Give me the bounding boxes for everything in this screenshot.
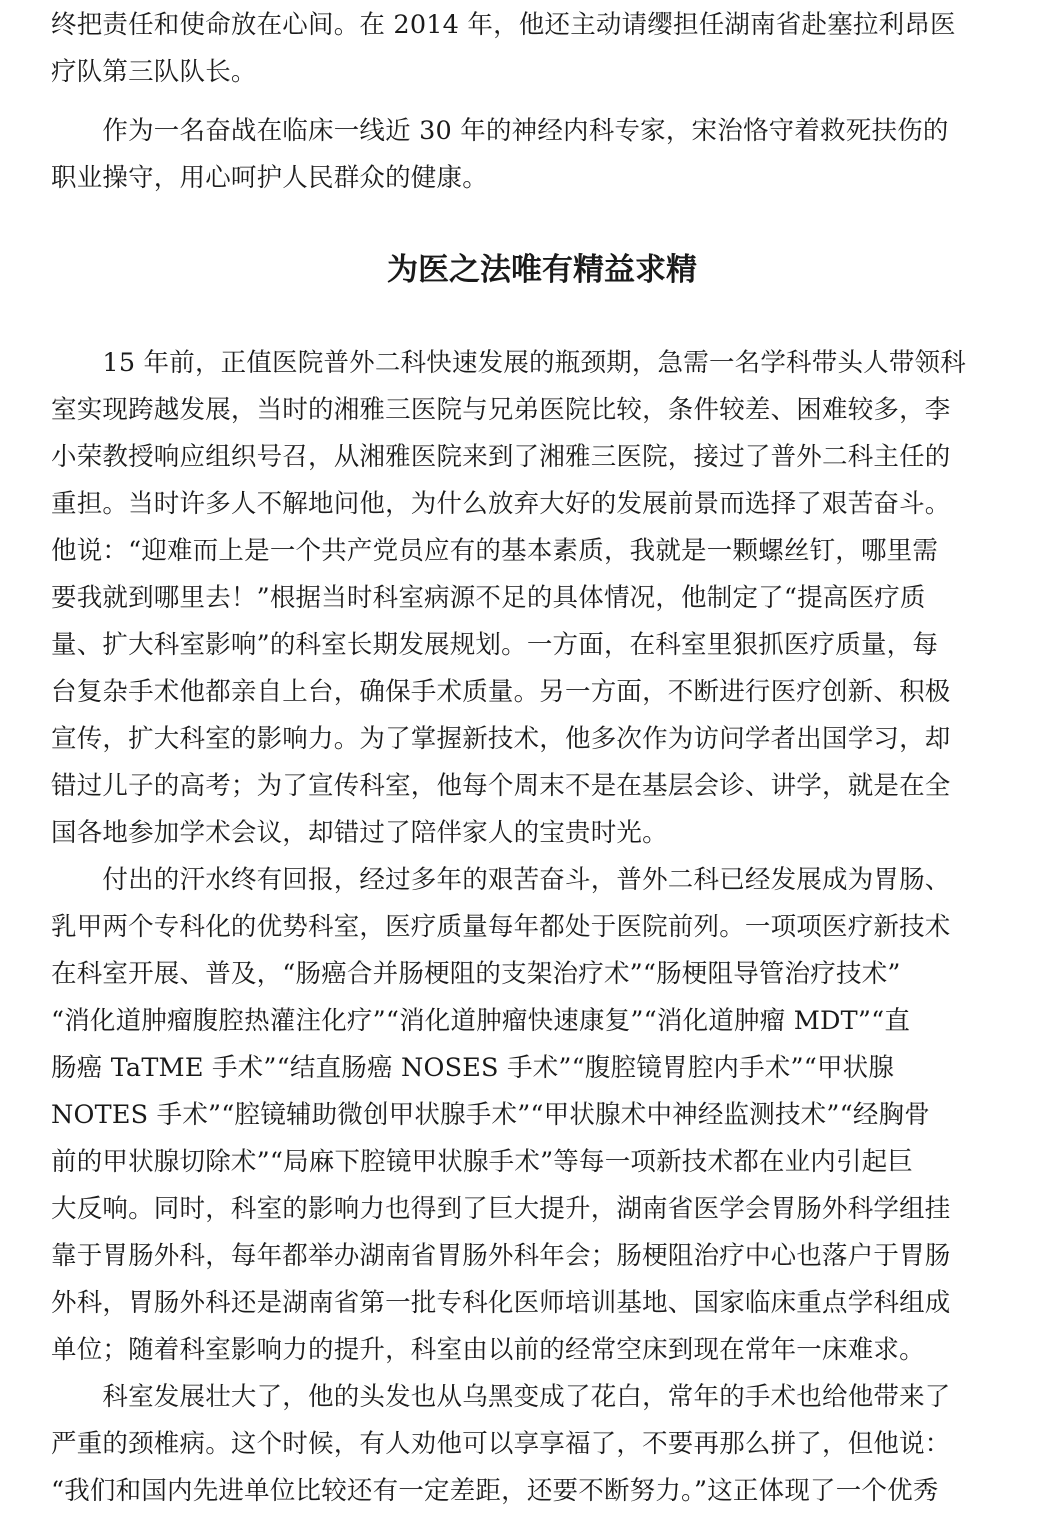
text-line: 外科，胃肠外科还是湖南省第一批专科化医师培训基地、国家临床重点学科组成 [51, 1288, 951, 1318]
text-line: 大反响。同时，科室的影响力也得到了巨大提升，湖南省医学会胃肠外科学组挂 [51, 1194, 951, 1224]
text-line: 他说：“迎难而上是一个共产党员应有的基本素质，我就是一颗螺丝钉，哪里需 [51, 536, 939, 566]
text-line: NOTES 手术”“腔镜辅助微创甲状腺手术”“甲状腺术中神经监测技术”“经胸骨 [51, 1100, 930, 1130]
text-line: 职业操守，用心呵护人民群众的健康。 [51, 163, 488, 193]
text-line: 15 年前，正值医院普外二科快速发展的瓶颈期，急需一名学科带头人带领科 [51, 348, 966, 378]
text-line: 国各地参加学术会议，却错过了陪伴家人的宝贵时光。 [51, 818, 668, 848]
text-line: 靠于胃肠外科，每年都举办湖南省胃肠外科年会；肠梗阻治疗中心也落户于胃肠 [51, 1241, 951, 1271]
text-line: “我们和国内先进单位比较还有一定差距，还要不断努力。”这正体现了一个优秀 [51, 1476, 939, 1506]
text-line: 小荣教授响应组织号召，从湘雅医院来到了湘雅三医院，接过了普外二科主任的 [51, 442, 951, 472]
text-line: 室实现跨越发展，当时的湘雅三医院与兄弟医院比较，条件较差、困难较多，李 [51, 395, 951, 425]
text-line: 肠癌 TaTME 手术”“结直肠癌 NOSES 手术”“腹腔镜胃腔内手术”“甲状腺 [51, 1053, 895, 1083]
text-line: 单位；随着科室影响力的提升，科室由以前的经常空床到现在常年一床难求。 [51, 1335, 925, 1365]
text-line: 严重的颈椎病。这个时候，有人劝他可以享享福了，不要再那么拼了，但他说： [51, 1429, 951, 1459]
text-line: 作为一名奋战在临床一线近 30 年的神经内科专家，宋治恪守着救死扶伤的 [51, 116, 949, 146]
text-line: 错过儿子的高考；为了宣传科室，他每个周末不是在基层会诊、讲学，就是在全 [51, 771, 951, 801]
text-line: 终把责任和使命放在心间。在 2014 年，他还主动请缨担任湖南省赴塞拉利昂医 [51, 10, 956, 40]
text-line: 在科室开展、普及，“肠癌合并肠梗阻的支架治疗术”“肠梗阻导管治疗技术” [51, 959, 901, 989]
text-line: 重担。当时许多人不解地问他，为什么放弃大好的发展前景而选择了艰苦奋斗。 [51, 489, 951, 519]
text-line: 科室发展壮大了，他的头发也从乌黑变成了花白，常年的手术也给他带来了 [51, 1382, 951, 1412]
text-line: “消化道肿瘤腹腔热灌注化疗”“消化道肿瘤快速康复”“消化道肿瘤 MDT”“直 [51, 1006, 911, 1036]
text-line: 前的甲状腺切除术”“局麻下腔镜甲状腺手术”等每一项新技术都在业内引起巨 [51, 1147, 914, 1177]
text-line: 宣传，扩大科室的影响力。为了掌握新技术，他多次作为访问学者出国学习，却 [51, 724, 951, 754]
text-line: 台复杂手术他都亲自上台，确保手术质量。另一方面，不断进行医疗创新、积极 [51, 677, 951, 707]
text-line: 乳甲两个专科化的优势科室，医疗质量每年都处于医院前列。一项项医疗新技术 [51, 912, 951, 942]
text-line: 要我就到哪里去！”根据当时科室病源不足的具体情况，他制定了“提高医疗质 [51, 583, 926, 613]
text-line: 疗队第三队队长。 [51, 57, 257, 87]
section-heading: 为医之法唯有精益求精 [387, 252, 697, 288]
text-line: 量、扩大科室影响”的科室长期发展规划。一方面，在科室里狠抓医疗质量，每 [51, 630, 939, 660]
text-line: 付出的汗水终有回报，经过多年的艰苦奋斗，普外二科已经发展成为胃肠、 [51, 865, 951, 895]
